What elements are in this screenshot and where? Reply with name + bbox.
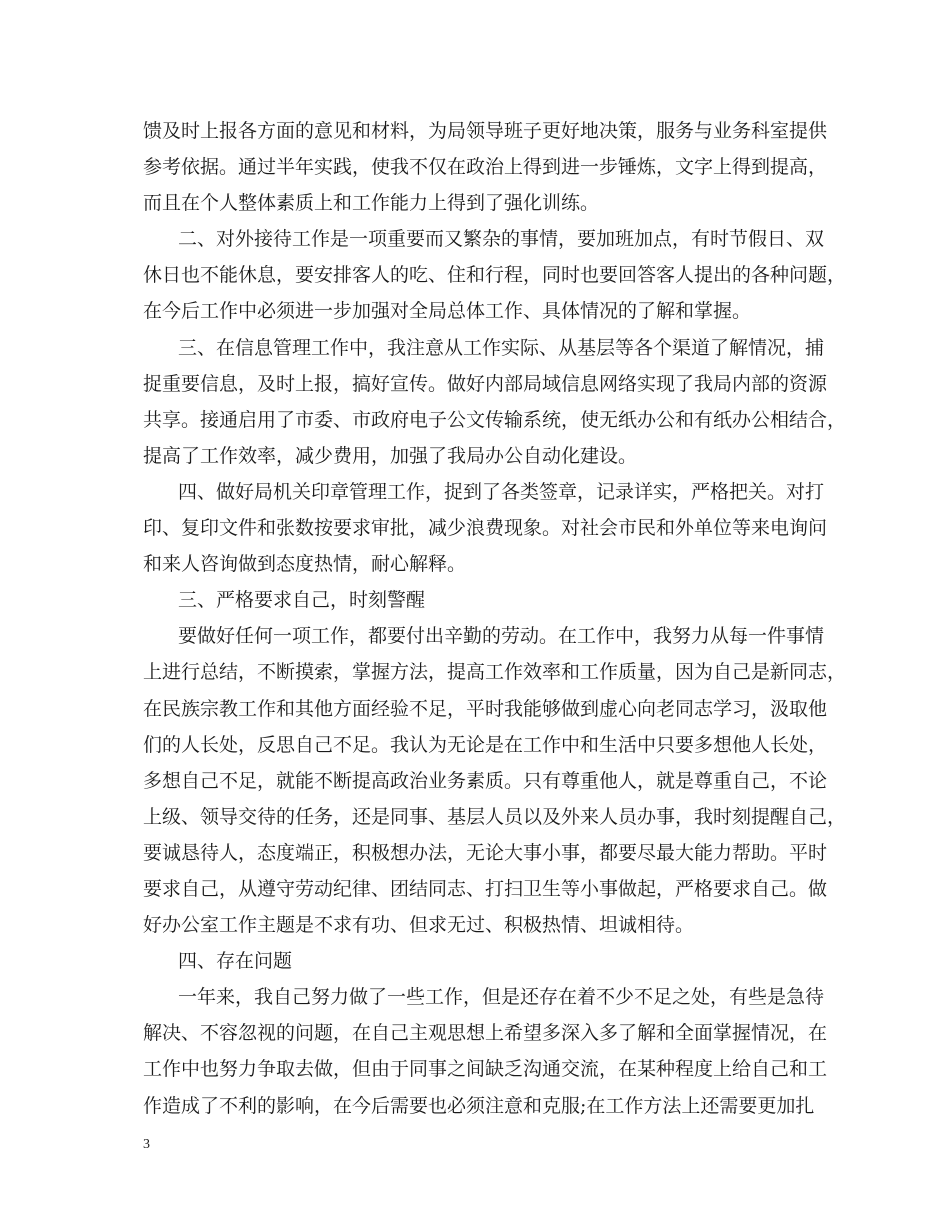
text-line: 二、对外接待工作是一项重要而又繁杂的事情，要加班加点，有时节假日、双	[178, 228, 825, 251]
text-line: 上级、领导交待的任务，还是同事、基层人员以及外来人员办事，我时刻提醒自己，	[143, 805, 847, 828]
text-line: 和来人咨询做到态度热情，耐心解释。	[143, 553, 467, 576]
text-line: 要诚恳待人，态度端正，积极想办法，无论大事小事，都要尽最大能力帮助。平时	[143, 841, 828, 864]
text-line: 作造成了不利的影响，在今后需要也必须注意和克服;在工作方法上还需要更加扎	[143, 1094, 815, 1117]
text-line: 共享。接通启用了市委、市政府电子公文传输系统，使无纸办公和有纸办公相结合，	[143, 408, 847, 431]
text-line: 一年来，我自己努力做了一些工作，但是还存在着不少不足之处，有些是急待	[178, 986, 825, 1009]
text-line: 四、存在问题	[178, 950, 293, 973]
text-line: 要求自己，从遵守劳动纪律、团结同志、打扫卫生等小事做起，严格要求自己。做	[143, 877, 828, 900]
text-line: 上进行总结，不断摸索，掌握方法，提高工作效率和工作质量，因为自己是新同志，	[143, 661, 847, 684]
text-line: 三、在信息管理工作中，我注意从工作实际、从基层等各个渠道了解情况，捕	[178, 336, 825, 359]
text-line: 捉重要信息，及时上报，搞好宣传。做好内部局域信息网络实现了我局内部的资源	[143, 372, 828, 395]
text-line: 休日也不能休息，要安排客人的吃、住和行程，同时也要回答客人提出的各种问题，	[143, 264, 847, 287]
text-line: 参考依据。通过半年实践，使我不仅在政治上得到进一步锤炼，文字上得到提高，	[143, 156, 828, 179]
text-line: 们的人长处，反思自己不足。我认为无论是在工作中和生活中只要多想他人长处，	[143, 733, 828, 756]
text-line: 在民族宗教工作和其他方面经验不足，平时我能够做到虚心向老同志学习，汲取他	[143, 697, 828, 720]
document-body	[143, 113, 847, 1124]
text-line: 好办公室工作主题是不求有功、但求无过、积极热情、坦诚相待。	[143, 914, 695, 937]
page-number: 3	[143, 1137, 150, 1152]
text-line: 多想自己不足，就能不断提高政治业务素质。只有尊重他人，就是尊重自己，不论	[143, 769, 828, 792]
text-line: 印、复印文件和张数按要求审批，减少浪费现象。对社会市民和外单位等来电询问	[143, 517, 828, 540]
text-line: 要做好任何一项工作，都要付出辛勤的劳动。在工作中，我努力从每一件事情	[178, 625, 825, 648]
text-line: 而且在个人整体素质上和工作能力上得到了强化训练。	[143, 192, 600, 215]
text-line: 工作中也努力争取去做，但由于同事之间缺乏沟通交流，在某种程度上给自己和工	[143, 1058, 828, 1081]
text-line: 解决、不容忽视的问题，在自己主观思想上希望多深入多了解和全面掌握情况，在	[143, 1022, 828, 1045]
text-line: 提高了工作效率，减少费用，加强了我局办公自动化建设。	[143, 444, 638, 467]
text-line: 四、做好局机关印章管理工作，捉到了各类签章，记录详实，严格把关。对打	[178, 480, 825, 503]
text-line: 三、严格要求自己，时刻警醒	[178, 589, 426, 612]
text-line: 在今后工作中必须进一步加强对全局总体工作、具体情况的了解和掌握。	[143, 300, 752, 323]
text-line: 馈及时上报各方面的意见和材料，为局领导班子更好地决策，服务与业务科室提供	[143, 120, 828, 142]
